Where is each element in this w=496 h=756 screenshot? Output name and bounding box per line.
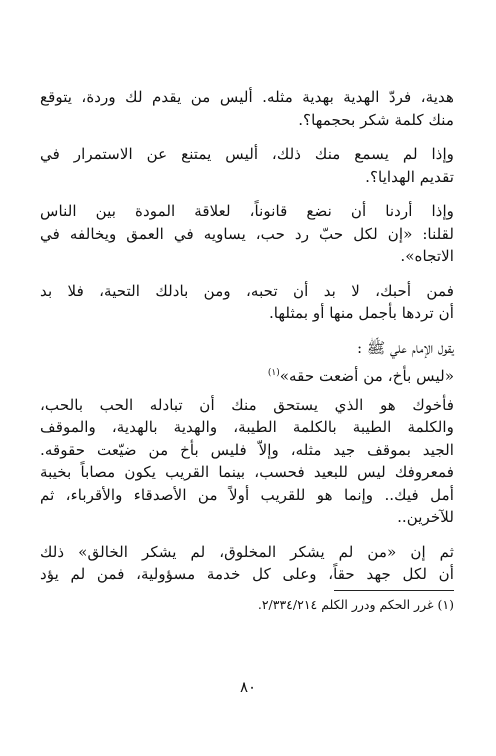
footnote bbox=[40, 596, 454, 614]
text-line: أمل فيك.. وإنما هو للقريب أولاً من الأصدقاء والأقرباء، ثم bbox=[40, 485, 454, 504]
text-line: الاتجاه». bbox=[400, 247, 454, 265]
text-line: فمعروفك ليس للبعيد فحسب، بينما القريب يكون مصاباً بخيبة bbox=[40, 463, 454, 481]
quote bbox=[40, 365, 454, 388]
paragraph-4 bbox=[40, 280, 454, 325]
paragraph-3 bbox=[40, 200, 454, 268]
footnote-reference: (١) bbox=[267, 367, 280, 378]
quote-intro bbox=[40, 337, 454, 360]
footnote-text: غرر الحكم ودرر الكلم ٢/٣٣٤/٢١٤. bbox=[257, 597, 434, 612]
text-line: الجيد بموقف جيد مثله، وإلاّ فليس بأخ من ضيّعت حقوقه. bbox=[40, 440, 454, 459]
text-line: أن لكل جهد حقاً، وعلى كل خدمة مسؤولية، فمن لم يؤد bbox=[40, 565, 454, 583]
quote-text: «ليس بأخ، من أضعت حقه» bbox=[279, 367, 454, 385]
page-number: ٨٠ bbox=[239, 678, 257, 696]
text-line: فمن أحبك، لا بد أن تحبه، ومن بادلك التحية، فلا بد bbox=[40, 281, 454, 300]
text-line: يقول الإمام علي ﷺ : bbox=[356, 338, 454, 357]
text-line: فأخوك هو الذي يستحق منك أن تبادله الحب بالحب، bbox=[40, 395, 454, 414]
text-line: للآخرين.. bbox=[397, 508, 454, 526]
text-line: والكلمة الطيبة بالكلمة الطيبة، والهدية بالهدية، والموقف bbox=[40, 418, 454, 436]
paragraph-6 bbox=[40, 541, 454, 586]
text-line: وإذا لم يسمع منك ذلك، أليس يمتنع عن الاستمرار في bbox=[40, 145, 454, 163]
paragraph-2 bbox=[40, 143, 454, 188]
paragraph-5 bbox=[40, 394, 454, 529]
text-line: أن تردها بأجمل منها أو بمثلها. bbox=[268, 304, 454, 322]
quote-line bbox=[40, 365, 454, 388]
paragraph-1 bbox=[40, 86, 454, 131]
text-line: وإذا أردنا أن نضع قانوناً، لعلاقة المودة بين الناس bbox=[40, 202, 454, 220]
footnote-divider bbox=[334, 590, 454, 591]
text-line: تقديم الهدايا؟. bbox=[365, 167, 454, 186]
text-line: هدية، فردّ الهدية بهدية مثله. أليس من يقدم لك وردة، يتوقع bbox=[40, 88, 454, 106]
body-text bbox=[40, 86, 454, 586]
text-line: منك كلمة شكر بحجمها؟. bbox=[298, 110, 454, 129]
text-line: ثم إن «من لم يشكر المخلوق، لم يشكر الخالق» ذلك bbox=[40, 542, 454, 561]
footnote-marker: (١) bbox=[437, 597, 454, 612]
text-line: لقلنا: «إن لكل حبّ رد حب، يساويه في العمق ويخالفه في bbox=[40, 224, 454, 243]
